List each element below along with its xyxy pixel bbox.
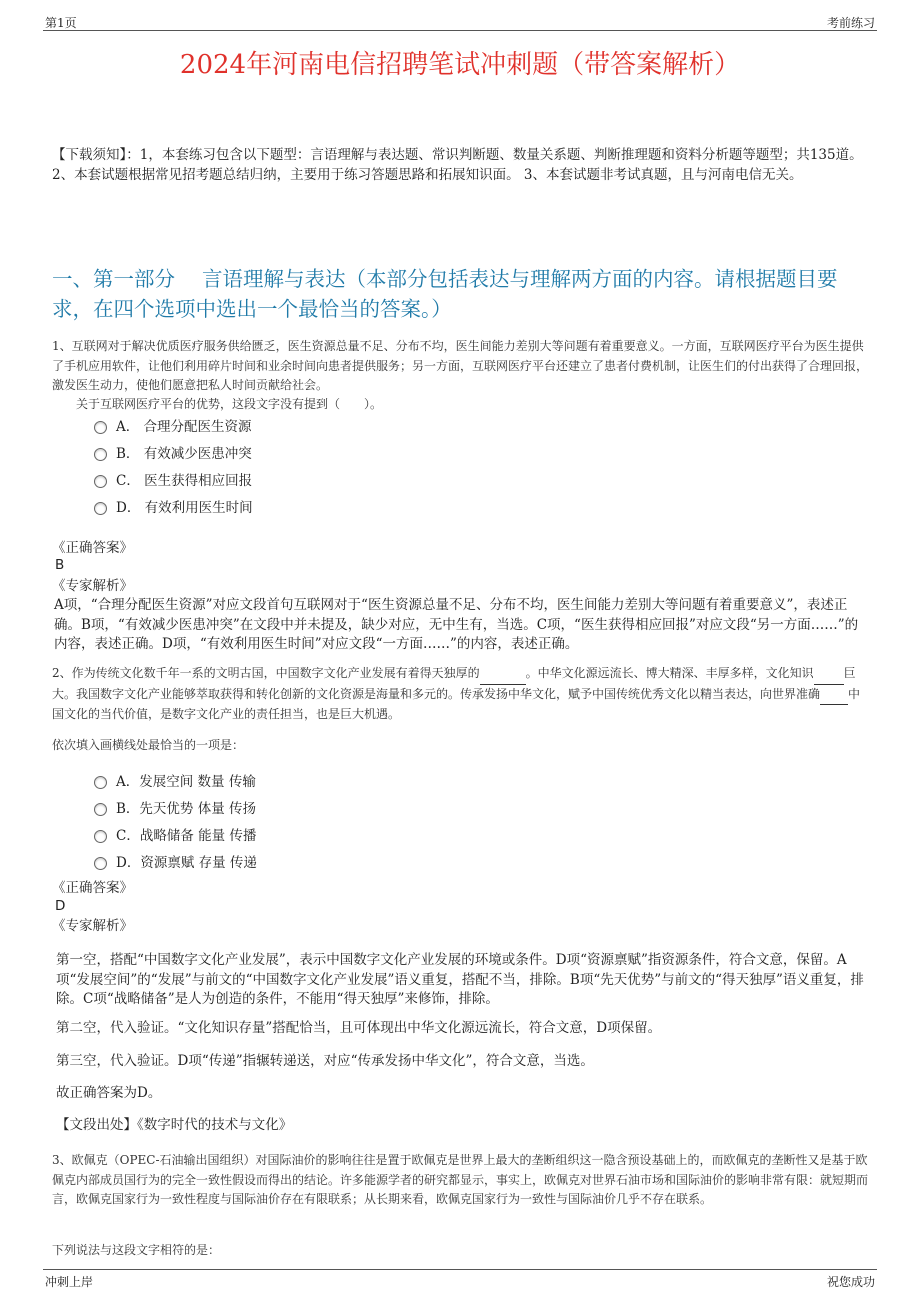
q2-option-a[interactable]: A．发展空间 数量 传输 <box>94 770 256 790</box>
q2-analysis-2: 第二空，代入验证。“文化知识存量”搭配恰当，且可体现出中华文化源远流长，符合文意，D项保留。 <box>56 1020 662 1036</box>
q1-option-d[interactable]: D． 有效利用医生时间 <box>94 496 253 516</box>
q1-answer-label: 《正确答案》 <box>52 540 133 556</box>
q1-analysis-label: 《专家解析》 <box>52 578 133 594</box>
q2-stem: 2、作为传统文化数千年一系的文明古国，中国数字文化产业发展有着得天独厚的 。中华文化源远流长、博大精深、丰厚多样，文化知识 巨大。我国数字文化产业能够萃取获得和转化创新的文化资源是海量和多元的。传承发扬中华文化，赋予中国传统优秀文化以精当表达，向世界准确 中国文化的当代价值，是数字文化产业的责任担当，也是巨大机遇。 <box>52 666 861 721</box>
radio-icon[interactable] <box>94 421 107 434</box>
footer-left: 冲刺上岸 <box>45 1275 94 1289</box>
q1-answer: B <box>55 557 65 573</box>
radio-icon[interactable] <box>94 448 107 461</box>
q2-analysis-3: 第三空，代入验证。D项“传递”指辗转递送，对应“传承发扬中华文化”，符合文意，当选。 <box>56 1053 594 1069</box>
q1-analysis: A项，“合理分配医生资源”对应文段首句互联网对于“医生资源总量不足、分布不均，医生间能力差别大等问题有着重要意义”，表述正确。B项，“有效减少医患冲突”在文段中并未提及，缺少对应，无中生有，当选。C项，“医生获得相应回报”对应文段“另一方面……”的内容，表述正确。D项，“有效利用医生时间”对应文段“一方面……”的内容，表述正确。 <box>54 597 859 652</box>
q2-source: 【文段出处】《数字时代的技术与文化》 <box>56 1117 293 1133</box>
footer-right: 祝您成功 <box>826 1275 875 1289</box>
q3-question: 下列说法与这段文字相符的是： <box>52 1243 221 1257</box>
q1-question: 关于互联网医疗平台的优势，这段文字没有提到（ ）。 <box>76 397 383 411</box>
q2-option-b[interactable]: B．先天优势 体量 传扬 <box>94 797 256 817</box>
page-footer <box>43 1269 877 1292</box>
blank-3 <box>820 685 848 706</box>
q2-option-c[interactable]: C．战略储备 能量 传播 <box>94 824 256 844</box>
page-number: 第1页 <box>45 16 77 30</box>
blank-1 <box>480 664 526 685</box>
download-notice: 【下载须知】：1，本套练习包含以下题型：言语理解与表达题、常识判断题、数量关系题、判断推理题和资料分析题等题型；共135道。 2、本套试题根据常见招考题总结归纳，主要用于练习答题思路和拓展知识面。 3、本套试题非考试真题，且与河南电信无关。 <box>52 147 863 183</box>
radio-icon[interactable] <box>94 803 107 816</box>
header-tag: 考前练习 <box>826 16 875 30</box>
document-title: 2024年河南电信招聘笔试冲刺题（带答案解析） <box>179 50 741 80</box>
q2-analysis-1: 第一空，搭配“中国数字文化产业发展”，表示中国数字文化产业发展的环境或条件。D项“资源禀赋”指资源条件，符合文意，保留。A项“发展空间”的“发展”与前文的“中国数字文化产业发展”语义重复，搭配不当，排除。B项“先天优势”与前文的“得天独厚”语义重复，排除。C项“战略储备”是人为创造的条件，不能用“得天独厚”来修饰，排除。 <box>56 952 864 1007</box>
q2-question: 依次填入画横线处最恰当的一项是： <box>52 738 245 752</box>
blank-2 <box>814 664 844 685</box>
q2-option-d[interactable]: D．资源禀赋 存量 传递 <box>94 851 257 871</box>
q1-option-b[interactable]: B． 有效减少医患冲突 <box>94 442 252 462</box>
q1-option-c[interactable]: C． 医生获得相应回报 <box>94 469 252 489</box>
radio-icon[interactable] <box>94 502 107 515</box>
radio-icon[interactable] <box>94 776 107 789</box>
q2-answer: D <box>55 898 66 914</box>
q2-analysis-4: 故正确答案为D。 <box>56 1085 162 1101</box>
q1-stem: 1、互联网对于解决优质医疗服务供给匮乏，医生资源总量不足、分布不均，医生间能力差别大等问题有着重要意义。一方面，互联网医疗平台为医生提供了手机应用软件，让他们利用碎片时间和业余时间向患者提供服务；另一方面，互联网医疗平台还建立了患者付费机制，让医生们的付出获得了合理回报，激发医生动力，使他们愿意把私人时间贡献给社会。 <box>52 339 869 392</box>
q2-analysis-label: 《专家解析》 <box>52 918 133 934</box>
q3-stem: 3、欧佩克（OPEC-石油输出国组织）对国际油价的影响往往是置于欧佩克是世界上最大的垄断组织这一隐含预设基础上的，而欧佩克的垄断性又是基于欧佩克内部成员国行为的完全一致性假设而得出的结论。许多能源学者的研究都显示，事实上，欧佩克对世界石油市场和国际油价的影响非常有限：就短期而言，欧佩克国家行为一致性程度与国际油价存在有限联系；从长期来看，欧佩克国家行为一致性与国际油价几乎不存在联系。 <box>52 1153 869 1206</box>
q1-option-a[interactable]: A． 合理分配医生资源 <box>94 415 252 435</box>
radio-icon[interactable] <box>94 475 107 488</box>
radio-icon[interactable] <box>94 857 107 870</box>
section-heading: 一、第一部分 言语理解与表达（本部分包括表达与理解两方面的内容。请根据题目要求，在四个选项中选出一个最恰当的答案。） <box>52 267 838 321</box>
radio-icon[interactable] <box>94 830 107 843</box>
q2-answer-label: 《正确答案》 <box>52 880 133 896</box>
page-header <box>43 10 877 31</box>
